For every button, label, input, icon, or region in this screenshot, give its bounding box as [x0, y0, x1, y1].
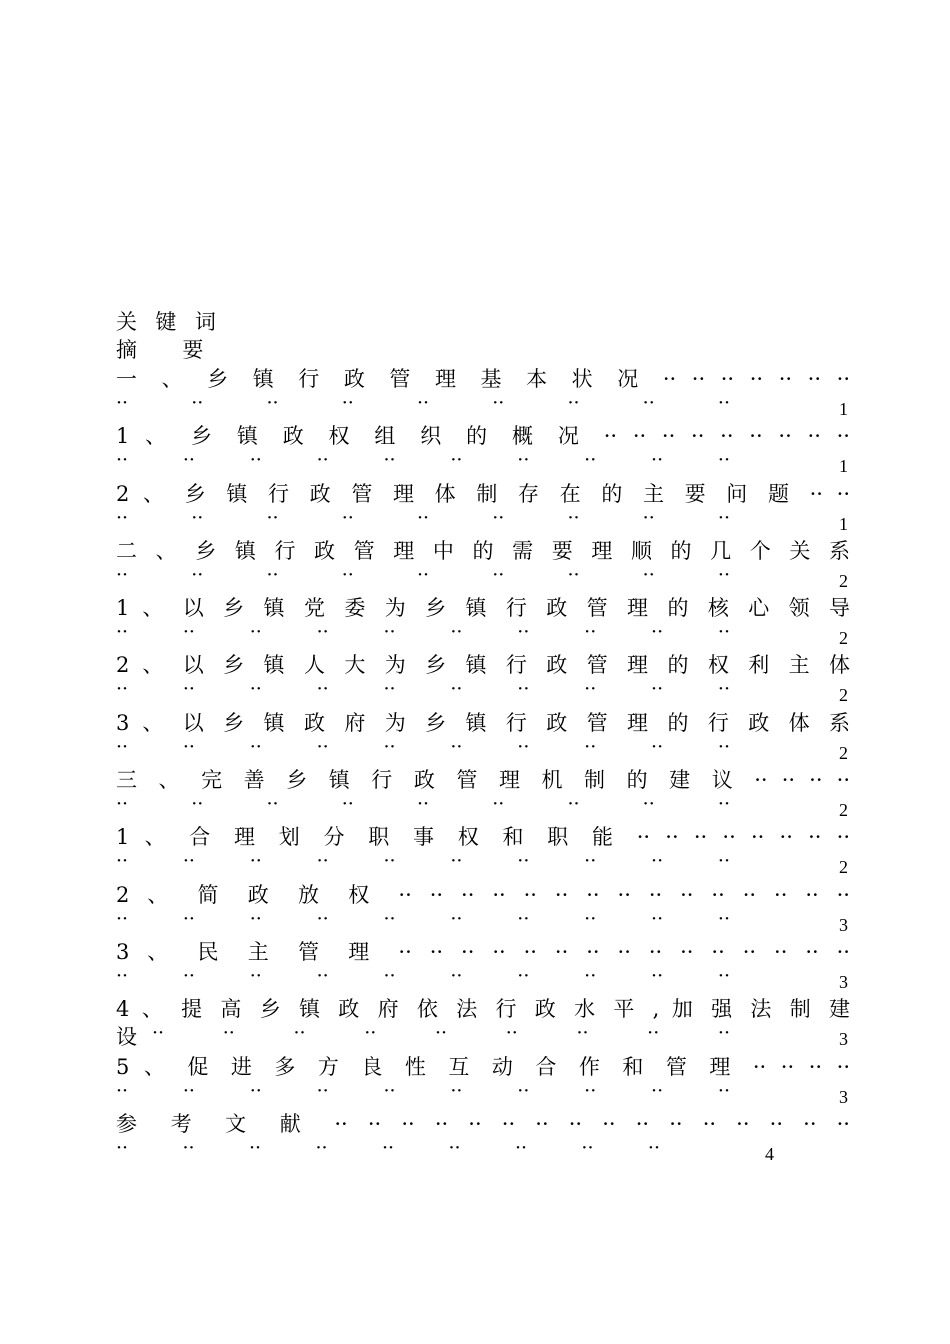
leader-dots: ·· ·· ·· ·· ·· ·· ·· ·· ·· [116, 793, 730, 816]
toc-entry[interactable] [116, 421, 850, 478]
toc-entry[interactable] [116, 822, 850, 879]
page-number: 1 [839, 456, 848, 477]
toc-entry-title: 1 、 以 乡 镇 党 委 为 乡 镇 行 政 管 理 的 核 心 领 导 [116, 596, 850, 621]
toc-entry-leader [116, 737, 850, 765]
leader-dots: ·· ·· ·· ·· ·· ·· ·· ·· ·· ·· [116, 964, 730, 987]
leader-dots: ·· ·· ·· ·· ·· ·· ·· ·· ·· ·· [116, 907, 730, 930]
toc-entry-title: 1 、 合 理 划 分 职 事 权 和 职 能 ·· ·· ·· ·· ·· ·· ·· ·· [116, 825, 850, 850]
page-number: 3 [839, 1029, 848, 1050]
page-number: 1 [839, 399, 848, 419]
toc-entry-leader [116, 1081, 850, 1109]
toc-entry-title: 2 、 简 政 放 权 ·· ·· ·· ·· ·· ·· ·· ·· ·· ·· ·· ·· ·· ·· ·· [116, 882, 850, 907]
page-number: 3 [839, 914, 848, 935]
leader-dots: ·· ·· ·· ·· ·· ·· ·· ·· ·· [116, 506, 730, 529]
page-number: 4 [765, 1143, 774, 1164]
page-number: 2 [839, 570, 848, 591]
toc-entry[interactable] [116, 593, 850, 650]
leader-dots: ·· ·· ·· ·· ·· ·· ·· ·· ·· ·· [116, 735, 730, 758]
toc-entry[interactable] [116, 650, 850, 707]
toc-entry-leader [116, 909, 850, 937]
page-number: 1 [839, 513, 848, 534]
toc-entry[interactable] [116, 937, 850, 994]
leader-dots: ·· ·· ·· ·· ·· ·· ·· ·· ·· [116, 392, 730, 414]
toc-entry-leader [116, 450, 850, 478]
leader-dots: ·· ·· ·· ·· ·· ·· ·· ·· ·· ·· [116, 850, 730, 873]
page-number: 2 [839, 685, 848, 706]
toc-entry-leader [116, 1023, 850, 1051]
leader-dots: ·· ·· ·· ·· ·· ·· ·· ·· ·· [152, 1022, 730, 1045]
toc-entry-leader [116, 851, 850, 879]
abstract-heading: 摘 要 [116, 338, 210, 362]
page-number: 3 [839, 971, 848, 992]
toc-entry-title: 3 、 民 主 管 理 ·· ·· ·· ·· ·· ·· ·· ·· ·· ·· ·· ·· ·· ·· ·· [116, 939, 850, 964]
toc-entry-title: 三 、 完 善 乡 镇 行 政 管 理 机 制 的 建 议 ·· ·· ·· ·· [116, 768, 850, 793]
toc-entry-title: 二 、 乡 镇 行 政 管 理 中 的 需 要 理 顺 的 几 个 关 系 [116, 538, 850, 563]
toc-entry-leader [116, 1138, 850, 1166]
toc-entry[interactable] [116, 994, 850, 1051]
toc-entry[interactable] [116, 1052, 850, 1109]
page-number: 2 [839, 742, 848, 763]
toc-entry-title: 一 、 乡 镇 行 政 管 理 基 本 状 况 ·· ·· ·· ·· ·· ·· ·· [116, 367, 850, 391]
leader-dots: ·· ·· ·· ·· ·· ·· ·· ·· ·· [116, 563, 730, 586]
toc-entry[interactable] [116, 536, 850, 593]
leader-dots: ·· ·· ·· ·· ·· ·· ·· ·· ·· ·· [116, 678, 730, 701]
toc-entry-title: 2 、 以 乡 镇 人 大 为 乡 镇 行 政 管 理 的 权 利 主 体 [116, 653, 850, 678]
page-number: 2 [839, 628, 848, 649]
page-number: 3 [839, 1086, 848, 1107]
title-continuation: 设 [116, 1025, 137, 1050]
toc-entry-leader [116, 622, 850, 650]
toc-entry[interactable] [116, 364, 850, 421]
toc-entry-title: 2 、 乡 镇 行 政 管 理 体 制 存 在 的 主 要 问 题 ·· ·· [116, 481, 850, 506]
page-number: 2 [839, 857, 848, 878]
leader-dots: ·· ·· ·· ·· ·· ·· ·· ·· ·· ·· [116, 1079, 730, 1102]
toc-entry[interactable] [116, 1109, 850, 1166]
toc-entry-leader [116, 508, 850, 536]
table-of-contents [116, 308, 850, 1166]
toc-entry-title: 5 、 促 进 多 方 良 性 互 动 合 作 和 管 理 ·· ·· ·· ·· [116, 1054, 850, 1079]
leader-dots: ·· ·· ·· ·· ·· ·· ·· ·· ·· [116, 1136, 660, 1159]
toc-entry[interactable] [116, 765, 850, 822]
toc-entry-title: 4 、 提 高 乡 镇 政 府 依 法 行 政 水 平 , 加 强 法 制 建 [116, 997, 850, 1022]
toc-entry[interactable] [116, 880, 850, 937]
page-number: 2 [839, 800, 848, 821]
toc-entry-leader [116, 794, 850, 822]
toc-entry[interactable] [116, 479, 850, 536]
toc-entry-title: 1 、 乡 镇 政 权 组 织 的 概 况 ·· ·· ·· ·· ·· ·· ·· ·· ·· [116, 424, 850, 449]
toc-entry-leader [116, 393, 850, 421]
toc-entry-title: 3 、 以 乡 镇 政 府 为 乡 镇 行 政 管 理 的 行 政 体 系 [116, 710, 850, 735]
toc-entry-leader [116, 966, 850, 994]
toc-entry-title: 参 考 文 献 ·· ·· ·· ·· ·· ·· ·· ·· ·· ·· ·· ·· ·· ·· ·· ·· [116, 1111, 850, 1136]
toc-entry-leader [116, 565, 850, 593]
toc-entry-leader [116, 679, 850, 707]
leader-dots: ·· ·· ·· ·· ·· ·· ·· ·· ·· ·· [116, 449, 730, 472]
leader-dots: ·· ·· ·· ·· ·· ·· ·· ·· ·· ·· [116, 621, 730, 644]
toc-entry[interactable] [116, 708, 850, 765]
keywords-heading: 关 键 词 [116, 310, 222, 334]
